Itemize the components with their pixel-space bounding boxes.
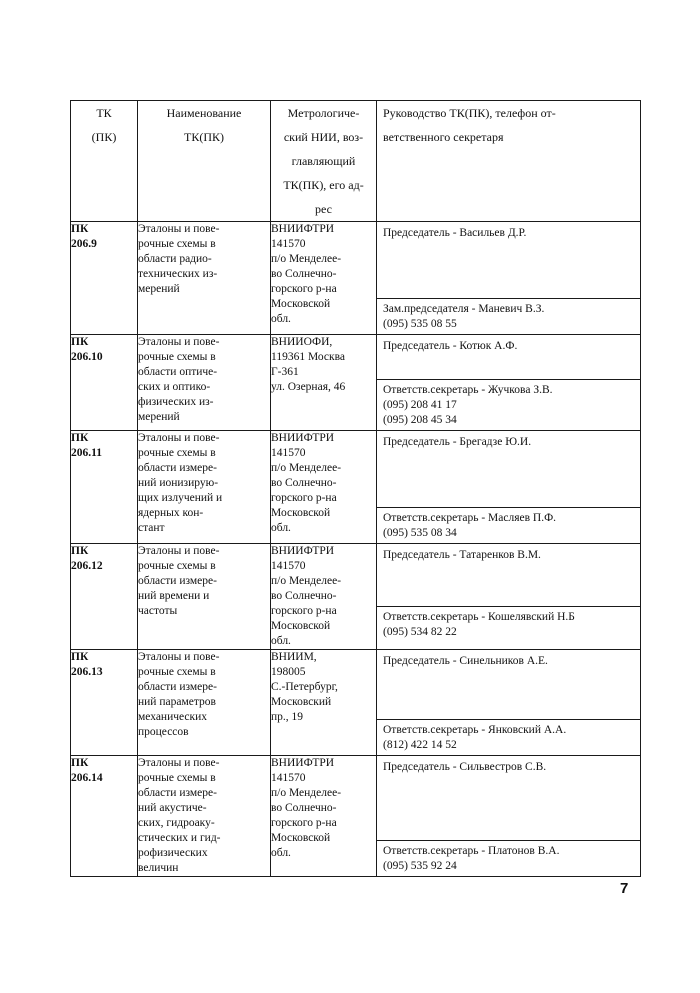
cell-line: области измере- [138,575,217,587]
header-lead: Руководство ТК(ПК), телефон от- ветственного секретаря [377,101,641,222]
cell-line: механических [138,711,208,723]
cell-line: рочные схемы в [138,351,216,363]
cell-line: (095) 535 92 24 [383,860,457,872]
cell-line: во Солнечно- [271,477,337,489]
cell-line: (812) 422 14 52 [383,739,457,751]
cell-line: п/о Менделее- [271,253,342,265]
cell-line: ВНИИФТРИ [271,757,335,769]
cell-line: ПК [71,336,89,348]
secretary-entry [377,719,640,755]
cell-line: рочные схемы в [138,772,216,784]
cell-committee-name [138,222,271,335]
cell-line: ВНИИФТРИ [271,223,335,235]
cell-line: ВНИИМ, [271,651,317,663]
cell-line: Председатель - Сильвестров С.В. [383,761,547,773]
page-number: 7 [620,880,629,897]
cell-line: Эталоны и пове- [138,757,220,769]
cell-line: Эталоны и пове- [138,432,220,444]
cell-line: Московской [271,507,331,519]
cell-tk-code [71,756,138,877]
cell-line: (095) 535 08 55 [383,318,457,330]
cell-line: технических из- [138,268,218,280]
cell-line: во Солнечно- [271,268,337,280]
cell-line: Московской [271,298,331,310]
cell-line: горского р-на [271,283,337,295]
cell-line: обл. [271,522,291,534]
cell-line: 206.14 [71,772,103,784]
cell-line: частоты [138,605,178,617]
cell-line: рочные схемы в [138,666,216,678]
cell-line: Московский [271,696,332,708]
cell-line: п/о Менделее- [271,787,342,799]
secretary-entry [377,379,640,430]
cell-committee-name [138,544,271,650]
cell-line: рочные схемы в [138,560,216,572]
cell-line: горского р-на [271,817,337,829]
cell-line: щих излучений и [138,492,223,504]
secretary-entry [377,298,640,334]
cell-line: 141570 [271,238,306,250]
chairman-entry [377,650,640,719]
cell-line: стических и гид- [138,832,221,844]
chairman-entry [377,431,640,507]
cell-line: ПК [71,432,89,444]
table-body [71,222,641,877]
cell-line: 141570 [271,772,306,784]
cell-line: горского р-на [271,492,337,504]
cell-institute [271,222,377,335]
cell-leadership [377,544,641,650]
cell-line: п/о Менделее- [271,462,342,474]
header-tk: ТК (ПК) [71,101,138,222]
cell-line: (095) 535 08 34 [383,527,457,539]
cell-committee-name [138,650,271,756]
table-row [71,335,641,431]
cell-line: Председатель - Синельников А.Е. [383,655,548,667]
cell-line: обл. [271,847,291,859]
cell-line: 206.11 [71,447,102,459]
cell-line: ний ионизирую- [138,477,219,489]
cell-leadership [377,222,641,335]
cell-institute [271,335,377,431]
cell-line: области измере- [138,681,217,693]
cell-leadership [377,650,641,756]
cell-tk-code [71,222,138,335]
cell-line: Эталоны и пове- [138,651,220,663]
cell-tk-code [71,431,138,544]
cell-line: области оптиче- [138,366,218,378]
chairman-entry [377,222,640,298]
cell-line: процессов [138,726,189,738]
secretary-entry [377,507,640,543]
cell-line: пр., 19 [271,711,304,723]
cell-leadership [377,756,641,877]
secretary-entry [377,840,640,876]
table-row [71,650,641,756]
cell-leadership [377,431,641,544]
cell-line: ядерных кон- [138,507,204,519]
cell-committee-name [138,335,271,431]
cell-line: ВНИИФТРИ [271,545,335,557]
cell-line: ний параметров [138,696,216,708]
cell-line: Председатель - Васильев Д.Р. [383,227,527,239]
cell-committee-name [138,756,271,877]
cell-line: рочные схемы в [138,447,216,459]
chairman-entry [377,335,640,379]
cell-line: 198005 [271,666,306,678]
cell-line: ских и оптико- [138,381,211,393]
cell-institute [271,756,377,877]
cell-line: Эталоны и пове- [138,223,220,235]
header-name: Наименование ТК(ПК) [138,101,271,222]
cell-line: во Солнечно- [271,802,337,814]
cell-line: 206.9 [71,238,97,250]
cell-line: 206.13 [71,666,103,678]
cell-line: 119361 Москва [271,351,345,363]
cell-line: ул. Озерная, 46 [271,381,346,393]
chairman-entry [377,756,640,840]
cell-line: 206.10 [71,351,103,363]
cell-line: ВНИИОФИ, [271,336,333,348]
cell-tk-code [71,650,138,756]
table-row [71,544,641,650]
cell-line: мерений [138,411,180,423]
cell-line: 206.12 [71,560,103,572]
secretary-entry [377,606,640,642]
cell-line: области измере- [138,787,217,799]
cell-line: С.-Петербург, [271,681,338,693]
cell-line: Ответств.секретарь - Янковский А.А. [383,724,567,736]
cell-line: Председатель - Брегадзе Ю.И. [383,436,532,448]
cell-institute [271,544,377,650]
cell-line: (095) 208 45 34 [383,414,457,426]
cell-line: рочные схемы в [138,238,216,250]
cell-line: ПК [71,757,89,769]
cell-line: обл. [271,313,291,325]
cell-line: ВНИИФТРИ [271,432,335,444]
chairman-entry [377,544,640,606]
cell-line: области измере- [138,462,217,474]
cell-tk-code [71,335,138,431]
header-org: Метрологиче- ский НИИ, воз- главляющий ТК(ПК), его ад- рес [271,101,377,222]
cell-line: (095) 534 82 22 [383,626,457,638]
cell-line: Председатель - Татаренков В.М. [383,549,541,561]
cell-line: Г-361 [271,366,299,378]
cell-line: области радио- [138,253,212,265]
cell-line: ских, гидроаку- [138,817,215,829]
cell-line: Ответств.секретарь - Жучкова З.В. [383,384,553,396]
table-row [71,756,641,877]
cell-line: Ответств.секретарь - Масляев П.Ф. [383,512,557,524]
cell-tk-code [71,544,138,650]
cell-line: во Солнечно- [271,590,337,602]
cell-leadership [377,335,641,431]
cell-line: величин [138,862,179,874]
cell-line: Ответств.секретарь - Кошелявский Н.Б [383,611,575,623]
cell-line: ний времени и [138,590,210,602]
cell-line: ПК [71,223,89,235]
cell-line: 141570 [271,447,306,459]
cell-line: Московской [271,620,331,632]
cell-committee-name [138,431,271,544]
cell-line: ПК [71,545,89,557]
cell-line: ПК [71,651,89,663]
cell-institute [271,431,377,544]
cell-institute [271,650,377,756]
cell-line: Зам.председателя - Маневич В.З. [383,303,545,315]
cell-line: Эталоны и пове- [138,545,220,557]
cell-line: Московской [271,832,331,844]
cell-line: рофизических [138,847,208,859]
table-header-row [71,101,641,222]
cell-line: горского р-на [271,605,337,617]
cell-line: Ответств.секретарь - Платонов В.А. [383,845,560,857]
table-row [71,222,641,335]
committee-table [70,100,641,877]
cell-line: п/о Менделее- [271,575,342,587]
cell-line: (095) 208 41 17 [383,399,457,411]
cell-line: обл. [271,635,291,647]
table-row [71,431,641,544]
cell-line: стант [138,522,165,534]
cell-line: мерений [138,283,180,295]
cell-line: физических из- [138,396,214,408]
cell-line: Председатель - Котюк А.Ф. [383,340,518,352]
cell-line: Эталоны и пове- [138,336,220,348]
cell-line: ний акустиче- [138,802,207,814]
cell-line: 141570 [271,560,306,572]
